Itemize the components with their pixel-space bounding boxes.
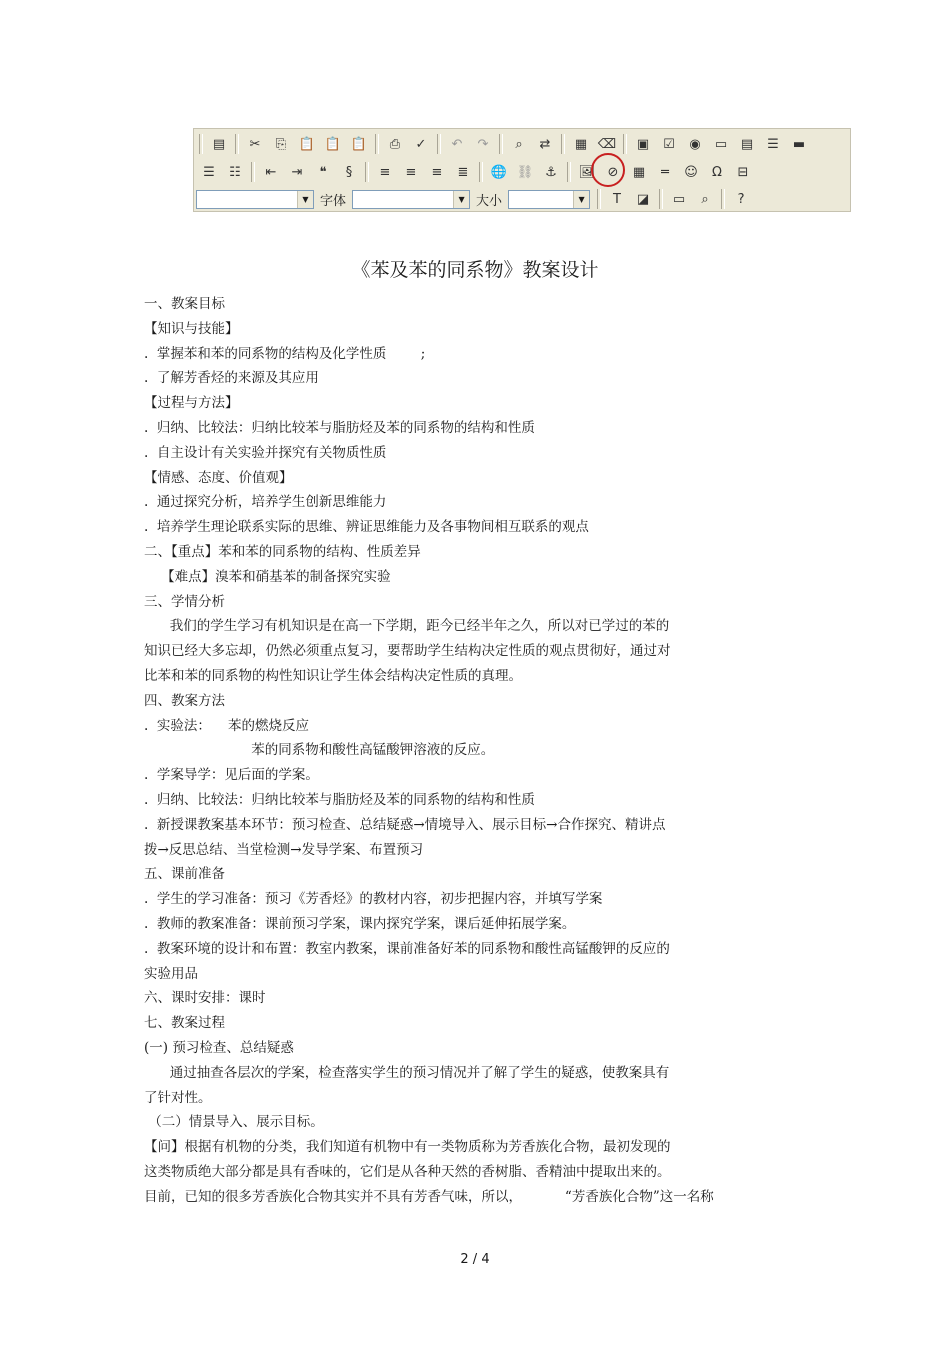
separator <box>199 134 203 154</box>
bg-color-icon[interactable]: ◪ <box>636 191 650 207</box>
text-line: . 教师的教案准备：课前预习学案，课内探究学案，课后延伸拓展学案。 <box>144 915 576 932</box>
toolbar-row-2 <box>196 159 756 185</box>
text-line: 苯的同系物和酸性高锰酸钾溶液的反应。 <box>144 742 495 759</box>
text-line: 【过程与方法】 <box>144 395 239 412</box>
page-break-icon[interactable]: ⊟ <box>737 164 749 180</box>
text-line: 三、学情分析 <box>144 593 225 610</box>
spellcheck-icon[interactable]: ✓ <box>415 136 427 152</box>
separator <box>437 134 441 154</box>
select-all-icon[interactable]: ▦ <box>574 136 588 152</box>
text-line: 比苯和苯的同系物的构性知识让学生体会结构决定性质的真理。 <box>144 667 522 684</box>
separator <box>721 189 725 209</box>
smiley-icon[interactable]: ☺ <box>684 164 698 180</box>
text-line: . 培养学生理论联系实际的思维、辨证思维能力及各事物间相互联系的观点 <box>144 519 589 536</box>
table-icon[interactable]: ▦ <box>632 164 646 180</box>
bulleted-list-icon[interactable]: ☷ <box>229 164 241 180</box>
separator <box>235 134 239 154</box>
replace-icon[interactable]: ⇄ <box>539 136 551 152</box>
show-blocks-icon[interactable]: ⌕ <box>701 191 709 207</box>
text-line: （二）情景导入、展示目标。 <box>144 1114 324 1131</box>
indent-icon[interactable]: ⇥ <box>291 164 303 180</box>
special-char-icon[interactable]: Ω <box>712 164 722 180</box>
text-line: . 了解芳香烃的来源及其应用 <box>144 370 319 387</box>
text-line: . 教案环境的设计和布置：教室内教案，课前准备好苯的同系物和酸性高锰酸钾的反应的 <box>144 940 670 957</box>
blockquote-icon[interactable]: ❝ <box>319 164 327 180</box>
print-icon[interactable]: ⎙ <box>389 136 401 152</box>
paste-text-icon[interactable]: 📋 <box>324 136 342 152</box>
highlight-circle <box>591 153 625 187</box>
checkbox-icon[interactable]: ☑ <box>663 136 675 152</box>
text-line: . 掌握苯和苯的同系物的结构及化学性质 ; <box>144 345 426 362</box>
outdent-icon[interactable]: ⇤ <box>265 164 277 180</box>
remove-format-icon[interactable]: ⌫ <box>597 136 617 152</box>
help-icon[interactable]: ? <box>737 191 745 207</box>
text-line: . 实验法： 苯的燃烧反应 <box>144 717 310 734</box>
text-line: 【问】根据有机物的分类，我们知道有机物中有一类物质称为芳香族化合物，最初发现的 <box>144 1139 671 1156</box>
anchor-icon[interactable]: ⚓ <box>545 164 557 180</box>
text-line: 四、教案方法 <box>144 692 225 709</box>
numbered-list-icon[interactable]: ☰ <box>203 164 215 180</box>
separator <box>499 134 503 154</box>
div-icon[interactable]: § <box>345 164 353 180</box>
separator <box>597 189 601 209</box>
size-select[interactable] <box>508 190 590 209</box>
undo-icon[interactable]: ↶ <box>451 136 463 152</box>
separator <box>623 134 627 154</box>
document-body <box>144 292 804 1209</box>
document-title: 《苯及苯的同系物》教案设计 <box>351 259 599 281</box>
separator <box>561 134 565 154</box>
find-icon[interactable]: ⌕ <box>515 136 523 152</box>
format-select[interactable] <box>196 190 314 209</box>
form-icon[interactable]: ▣ <box>636 136 650 152</box>
link-icon[interactable]: 🌐 <box>490 164 508 180</box>
unlink-icon[interactable]: ⛓ <box>516 164 534 180</box>
text-color-icon[interactable]: T <box>613 191 621 207</box>
text-line: 实验用品 <box>144 965 198 982</box>
separator <box>567 162 571 182</box>
maximize-icon[interactable]: ▭ <box>672 191 686 207</box>
textfield-icon[interactable]: ▭ <box>714 136 728 152</box>
button-field-icon[interactable]: ▬ <box>792 136 806 152</box>
separator <box>659 189 663 209</box>
align-center-icon[interactable]: ≡ <box>405 164 417 180</box>
align-left-icon[interactable]: ≡ <box>379 164 391 180</box>
chevron-down-icon: ▼ <box>297 191 313 208</box>
radio-icon[interactable]: ◉ <box>689 136 701 152</box>
font-label: 字体 <box>320 193 347 209</box>
toolbar-row-1 <box>196 131 812 157</box>
paste-word-icon[interactable]: 📋 <box>350 136 368 152</box>
text-line: 我们的学生学习有机知识是在高一下学期，距今已经半年之久，所以对已学过的苯的 <box>144 618 670 635</box>
font-select[interactable] <box>352 190 470 209</box>
text-line: 这类物质绝大部分都是具有香味的，它们是从各种天然的香树脂、香精油中提取出来的。 <box>144 1163 671 1180</box>
horizontal-rule-icon[interactable]: ═ <box>661 164 669 180</box>
text-line: . 通过探究分析，培养学生创新思维能力 <box>144 494 387 511</box>
textarea-icon[interactable]: ▤ <box>740 136 754 152</box>
text-line: 五、课前准备 <box>144 866 225 883</box>
separator <box>365 162 369 182</box>
text-line: 了针对性。 <box>144 1089 212 1106</box>
copy-icon[interactable]: ⎘ <box>275 136 287 152</box>
separator <box>251 162 255 182</box>
chevron-down-icon: ▼ <box>573 191 589 208</box>
text-line: 【情感、态度、价值观】 <box>144 469 293 486</box>
separator <box>375 134 379 154</box>
image-icon[interactable]: 🖼 <box>578 164 596 180</box>
text-line: 七、教案过程 <box>144 1015 225 1032</box>
chevron-down-icon: ▼ <box>453 191 469 208</box>
text-line: 拨→反思总结、当堂检测→发导学案、布置预习 <box>144 841 424 858</box>
cut-icon[interactable]: ✂ <box>249 136 261 152</box>
separator <box>479 162 483 182</box>
editor-toolbar <box>193 128 851 212</box>
text-line: 六、课时安排：课时 <box>144 990 266 1007</box>
text-line: 二、【重点】苯和苯的同系物的结构、性质差异 <box>144 543 421 560</box>
redo-icon[interactable]: ↷ <box>477 136 489 152</box>
align-justify-icon[interactable]: ≣ <box>457 164 469 180</box>
text-line: 【难点】溴苯和硝基苯的制备探究实验 <box>144 568 391 585</box>
text-line: . 学案导学：见后面的学案。 <box>144 767 319 784</box>
text-line: 知识已经大多忘却，仍然必须重点复习，要帮助学生结构决定性质的观点贯彻好，通过对 <box>144 643 671 660</box>
text-line: 【知识与技能】 <box>144 320 239 337</box>
text-line: . 归纳、比较法：归纳比较苯与脂肪烃及苯的同系物的结构和性质 <box>144 791 535 808</box>
text-line: . 学生的学习准备：预习《芳香烃》的教材内容，初步把握内容，并填写学案 <box>144 891 603 908</box>
text-line: . 自主设计有关实验并探究有关物质性质 <box>144 444 387 461</box>
text-line: (一) 预习检查、总结疑惑 <box>144 1039 294 1056</box>
size-label: 大小 <box>476 193 503 209</box>
text-line: 目前，已知的很多芳香族化合物其实并不具有芳香气味，所以， “芳香族化合物”这一名称 <box>144 1188 714 1205</box>
flash-icon[interactable]: ⊘ <box>607 164 619 180</box>
text-line: . 归纳、比较法：归纳比较苯与脂肪烃及苯的同系物的结构和性质 <box>144 419 535 436</box>
align-right-icon[interactable]: ≡ <box>431 164 443 180</box>
select-field-icon[interactable]: ☰ <box>767 136 779 152</box>
text-line: 通过抽查各层次的学案，检查落实学生的预习情况并了解了学生的疑惑，使教案具有 <box>144 1064 670 1081</box>
paste-icon[interactable]: 📋 <box>298 136 316 152</box>
toolbar-row-3 <box>196 186 754 212</box>
page-number: 2 / 4 <box>460 1252 490 1267</box>
text-line: 一、教案目标 <box>144 296 225 312</box>
source-icon[interactable]: ▤ <box>212 136 226 152</box>
text-line: . 新授课教案基本环节：预习检查、总结疑惑→情境导入、展示目标→合作探究、精讲点 <box>144 816 666 833</box>
